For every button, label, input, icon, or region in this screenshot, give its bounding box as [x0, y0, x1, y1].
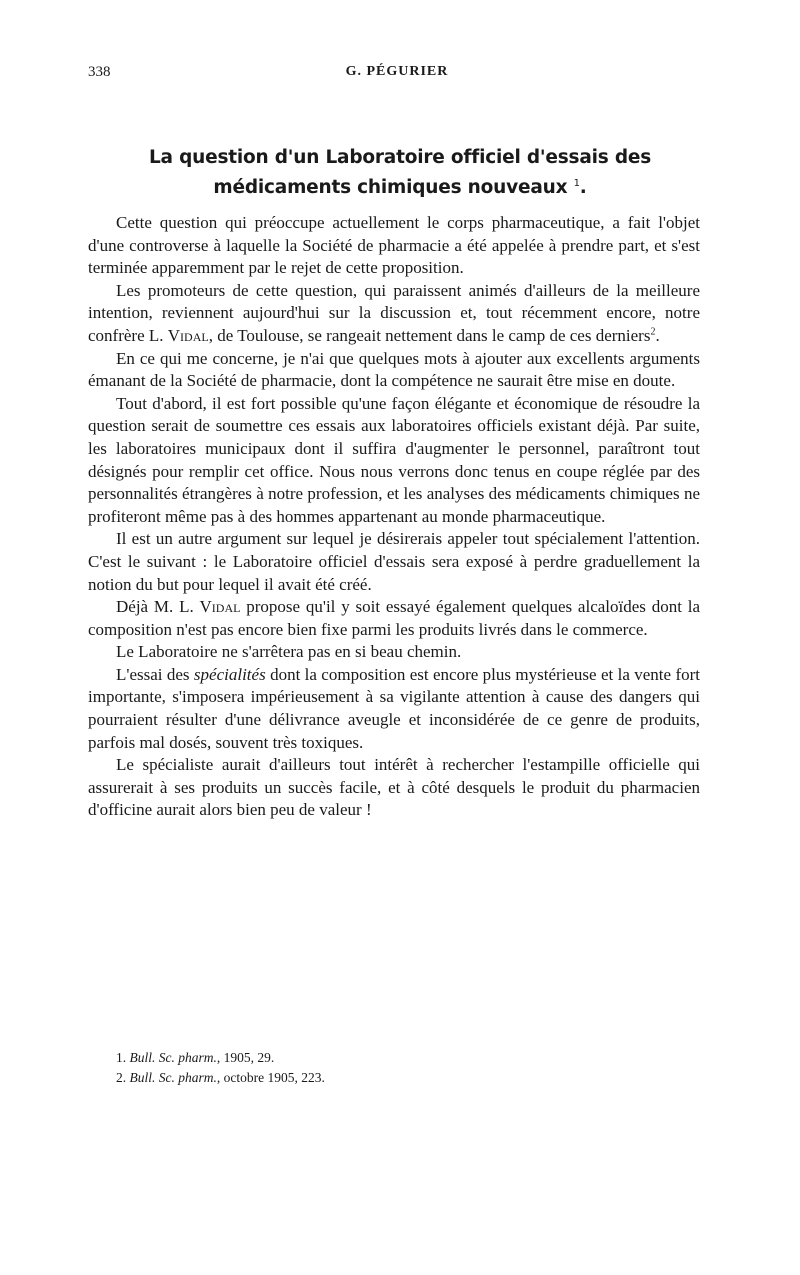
footnote-2 [116, 1068, 676, 1088]
paragraph-9: Le spécialiste aurait d'ailleurs tout intérêt à rechercher l'estampille officielle qui assurerait à ses produits un succès facile, et à côté desquels le produit du pharmacien d'officine aurait alors bien peu de valeur ! [88, 755, 700, 820]
author-name-vidal: Vidal [167, 325, 209, 345]
footnote-ref-2: 2 [650, 326, 656, 338]
footnote-1-ref: , 1905, 29. [216, 1050, 275, 1065]
paragraph-6-text-b: propose qu'il y soit essayé également quelques alcaloïdes dont la composition n'est pas encore bien fixe parmi les produits livrés dans le commerce. [88, 597, 700, 639]
footnote-1 [116, 1048, 676, 1068]
running-head [88, 64, 706, 88]
footnotes [116, 1048, 676, 1088]
paragraph-4: Tout d'abord, il est fort possible qu'une façon élégante et économique de résoudre la question serait de soumettre ces essais aux laboratoires officiels existant déjà. Par suite, les laboratoires municipaux dont il suffira d'augmenter le personnel, paraîtront tout désignés pour remplir cet office. Nous nous verrons donc tenus en coupe réglée par des personnalités étrangères à notre profession, et les analyses des médicaments chimiques ne profiteront même pas à des hommes appartenant au monde pharmaceutique. [88, 393, 700, 526]
title-footnote-ref: 1 [573, 178, 580, 189]
paragraph-6 [88, 596, 700, 641]
paragraph-8-text-a: L'essai des [116, 664, 194, 684]
running-title: G. PÉGURIER [345, 64, 449, 79]
footnote-1-number: 1. [116, 1050, 127, 1065]
article-body [88, 212, 700, 822]
paragraph-6-text-a: Déjà M. L. [116, 597, 200, 617]
paragraph-7: Le Laboratoire ne s'arrêtera pas en si beau chemin. [116, 642, 462, 662]
paragraph-2-end: . [655, 325, 660, 345]
footnote-2-ref: , octobre 1905, 223. [216, 1070, 325, 1085]
paragraph-8-text-b: dont la composition est encore plus mystérieuse et la vente fort importante, s'imposera impérieusement à sa vigilante attention à cause des dangers qui pourraient résulter d'une délivrance aveugle et inconsidérée de ce genre de produits, parfois mal dosés, souvent très toxiques. [88, 664, 700, 752]
paragraph-8 [88, 664, 700, 754]
title-end: . [579, 177, 587, 199]
page-number: 338 [88, 64, 111, 80]
paragraph-2 [88, 280, 700, 348]
footnote-2-journal: Bull. Sc. pharm. [129, 1070, 217, 1085]
article-title [80, 145, 720, 201]
paragraph-3: En ce qui me concerne, je n'ai que quelques mots à ajouter aux excellents arguments émanant de la Société de pharmacie, dont la compétence ne saurait être mise en doute. [88, 348, 700, 391]
author-name-vidal-2: Vidal [199, 597, 241, 617]
footnote-1-journal: Bull. Sc. pharm. [129, 1050, 217, 1065]
article-title-text: La question d'un Laboratoire officiel d'essais des médicaments chimiques nouveaux [148, 147, 652, 199]
footnote-2-number: 2. [116, 1070, 127, 1085]
paragraph-1: Cette question qui préoccupe actuellement le corps pharmaceutique, a fait l'objet d'une controverse à laquelle la Société de pharmacie a été appelée à prendre part, et s'est terminée apparemment par le rejet de cette proposition. [88, 213, 700, 278]
paragraph-2-text-b: , de Toulouse, se rangeait nettement dans le camp de ces derniers [208, 325, 651, 345]
specialites-term: spécialités [193, 664, 266, 684]
paragraph-2-text-a: Les promoteurs de cette question, qui paraissent animés d'ailleurs de la meilleure intention, reviennent aujourd'hui sur la discussion et, tout récemment encore, notre confrère L. [88, 280, 700, 345]
paragraph-5: Il est un autre argument sur lequel je désirerais appeler tout spécialement l'attention. C'est le suivant : le Laboratoire officiel d'essais sera exposé à perdre graduellement la notion du but pour lequel il avait été créé. [88, 529, 700, 594]
